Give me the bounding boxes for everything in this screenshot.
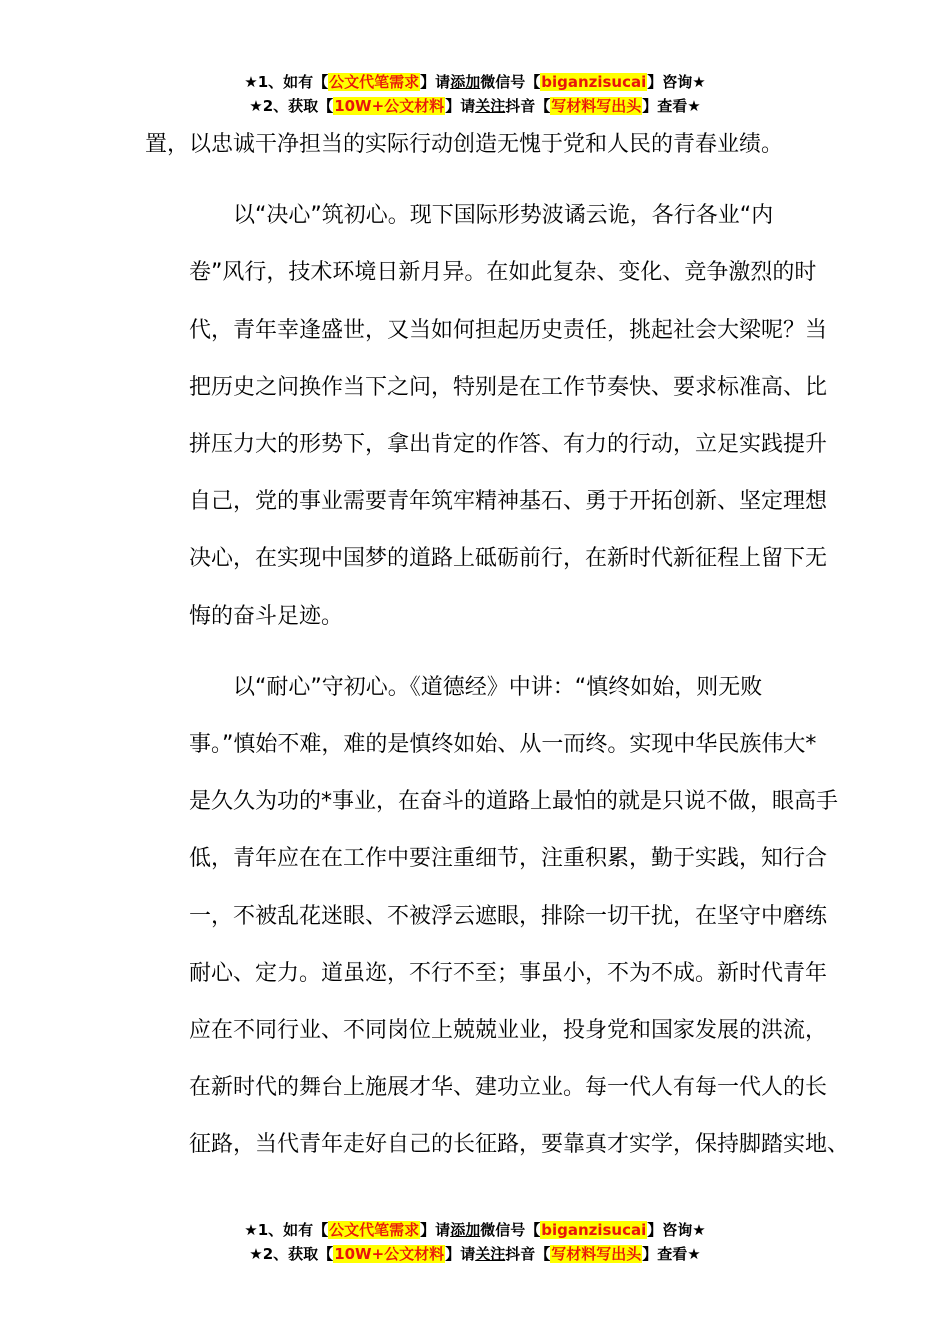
banner-text: 】请 — [420, 1221, 451, 1239]
banner-highlight: 公文代笔需求 — [329, 1221, 420, 1239]
text-line: 一，不被乱花迷眼、不被浮云遮眼，排除一切干扰，在坚守中磨练 — [189, 903, 828, 929]
paragraph-patience — [145, 659, 850, 1174]
text-line: 以“耐心”守初心。《道德经》中讲：“慎终如始，则无败 — [233, 674, 763, 700]
banner-text: 】请 — [420, 73, 451, 91]
banner-wechat-id: biganzisucai — [541, 73, 647, 91]
banner-text: ★2、获取【 — [249, 97, 334, 115]
banner-text: 】查看★ — [642, 1245, 701, 1263]
text-line: 自己，党的事业需要青年筑牢精神基石、勇于开拓创新、坚定理想 — [189, 489, 828, 515]
banner-text: ★1、如有【 — [244, 73, 329, 91]
text-line: 应在不同行业、不同岗位上兢兢业业，投身党和国家发展的洪流， — [189, 1018, 828, 1044]
footer-banner — [0, 1218, 950, 1266]
banner-text: 抖音【 — [505, 1245, 551, 1263]
text-line: 征路，当代青年走好自己的长征路，要靠真才实学，保持脚踏实地、 — [189, 1132, 850, 1158]
paragraph-resolve — [145, 187, 828, 645]
banner-text: 】咨询★ — [647, 1221, 706, 1239]
banner-highlight: 10W+公文材料 — [334, 97, 445, 115]
banner-text: 】咨询★ — [647, 73, 706, 91]
text-line: 拼压力大的形势下，拿出肯定的作答、有力的行动，立足实践提升 — [189, 432, 828, 458]
banner-text: 】请 — [445, 1245, 476, 1263]
text-line: 代，青年幸逢盛世，又当如何担起历史责任，挑起社会大梁呢？当 — [189, 317, 828, 343]
text-line: 把历史之问换作当下之问，特别是在工作节奏快、要求标准高、比 — [189, 374, 828, 400]
banner-line-2 — [0, 1242, 950, 1266]
banner-underlined: 添加 — [450, 1221, 481, 1239]
banner-text: 抖音【 — [505, 97, 551, 115]
banner-douyin-id: 写材料写出头 — [551, 97, 642, 115]
banner-line-1 — [0, 1218, 950, 1242]
text-line: 决心，在实现中国梦的道路上砥砺前行，在新时代新征程上留下无 — [189, 546, 828, 572]
document-body — [145, 116, 850, 1174]
text-line: 以“决心”筑初心。现下国际形势波谲云诡，各行各业“内 — [233, 203, 774, 229]
text-line: 置，以忠诚干净担当的实际行动创造无愧于党和人民的青春业绩。 — [145, 132, 784, 157]
banner-douyin-id: 写材料写出头 — [551, 1245, 642, 1263]
banner-line-1 — [0, 70, 950, 94]
banner-underlined: 关注 — [475, 97, 506, 115]
text-line: 耐心、定力。道虽迩，不行不至；事虽小，不为不成。新时代青年 — [189, 960, 828, 986]
banner-text: 】查看★ — [642, 97, 701, 115]
banner-text: ★1、如有【 — [244, 1221, 329, 1239]
banner-line-2 — [0, 94, 950, 118]
banner-highlight: 10W+公文材料 — [334, 1245, 445, 1263]
header-banner — [0, 70, 950, 118]
text-line: 事。”慎始不难，难的是慎终如始、从一而终。实现中华民族伟大* — [189, 732, 817, 758]
text-line: 悔的奋斗足迹。 — [189, 603, 344, 629]
paragraph-continuation — [145, 116, 815, 173]
banner-wechat-id: biganzisucai — [541, 1221, 647, 1239]
banner-highlight: 公文代笔需求 — [329, 73, 420, 91]
banner-underlined: 添加 — [450, 73, 481, 91]
text-line: 低，青年应在在工作中要注重细节，注重积累，勤于实践，知行合 — [189, 846, 828, 872]
text-line: 在新时代的舞台上施展才华、建功立业。每一代人有每一代人的长 — [189, 1075, 828, 1101]
banner-text: 微信号【 — [480, 1221, 541, 1239]
text-line: 卷”风行，技术环境日新月异。在如此复杂、变化、竞争激烈的时 — [189, 260, 817, 286]
banner-text: 】请 — [445, 97, 476, 115]
banner-text: ★2、获取【 — [249, 1245, 334, 1263]
banner-text: 微信号【 — [480, 73, 541, 91]
banner-underlined: 关注 — [475, 1245, 506, 1263]
text-line: 是久久为功的*事业，在奋斗的道路上最怕的就是只说不做，眼高手 — [189, 789, 839, 815]
